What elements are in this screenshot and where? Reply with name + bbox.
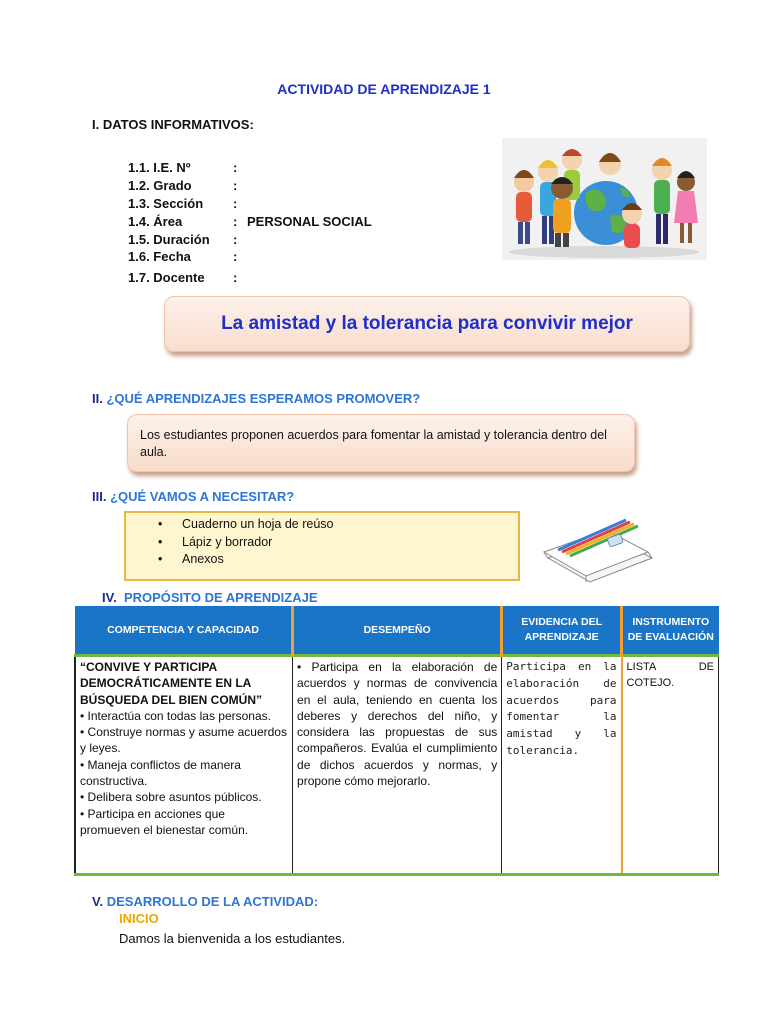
- section-number: III.: [92, 489, 107, 504]
- field-label: 1.6. Fecha: [128, 249, 191, 264]
- capacidad-item: • Construye normas y asume acuerdos y leyes.: [80, 725, 287, 756]
- table-row: [75, 656, 719, 875]
- inicio-subheading: INICIO: [119, 911, 159, 926]
- field-label: 1.7. Docente: [128, 270, 205, 285]
- info-field-fecha: 1.6. Fecha :: [128, 249, 238, 264]
- table-header-row: [75, 606, 719, 656]
- section-5-heading: [92, 894, 318, 909]
- info-field-seccion: 1.3. Sección :: [128, 196, 238, 211]
- field-label: 1.1. I.E. Nº: [128, 160, 191, 175]
- notebook-pencils-illustration: [540, 506, 658, 586]
- field-label: 1.3. Sección: [128, 196, 204, 211]
- column-header: EVIDENCIA DEL APRENDIZAJE: [502, 606, 622, 656]
- list-item: • Cuaderno un hoja de reúso: [182, 516, 518, 534]
- column-header: DESEMPEÑO: [293, 606, 502, 656]
- section-number: V.: [92, 894, 104, 909]
- info-field-grado: 1.2. Grado :: [128, 178, 238, 193]
- info-field-docente: 1.7. Docente :: [128, 270, 238, 285]
- section-title: ¿QUÉ APRENDIZAJES ESPERAMOS PROMOVER?: [106, 391, 421, 406]
- list-item: • Anexos: [182, 551, 518, 569]
- section-2-heading: [92, 391, 420, 406]
- competencia-cell: [75, 656, 293, 875]
- topic-banner: [164, 296, 690, 352]
- field-value: PERSONAL SOCIAL: [247, 214, 372, 229]
- info-field-area: 1.4. Área : PERSONAL SOCIAL: [128, 214, 372, 229]
- learning-goal-box: [127, 414, 635, 472]
- inicio-text: Damos la bienvenida a los estudiantes.: [119, 931, 346, 946]
- column-header: COMPETENCIA Y CAPACIDAD: [75, 606, 293, 656]
- section-title: DESARROLLO DE LA ACTIVIDAD:: [106, 894, 319, 909]
- learning-goal-text: Los estudiantes proponen acuerdos para fomentar la amistad y tolerancia dentro del aula.: [140, 428, 607, 459]
- section-title: ¿QUÉ VAMOS A NECESITAR?: [110, 489, 295, 504]
- capacidad-item: • Participa en acciones que promueven el bienestar común.: [80, 806, 249, 837]
- section-number: IV.: [102, 590, 117, 605]
- document-title: ACTIVIDAD DE APRENDIZAJE 1: [277, 81, 491, 97]
- list-item: • Lápiz y borrador: [182, 534, 518, 552]
- instrumento-cell: LISTA DE COTEJO.: [622, 656, 719, 875]
- section-number: II.: [92, 391, 103, 406]
- materials-list: [126, 516, 518, 569]
- section-1-heading: I. DATOS INFORMATIVOS:: [92, 117, 254, 132]
- children-globe-illustration: [502, 138, 707, 260]
- capacidad-item: • Interactúa con todas las personas.: [80, 708, 271, 723]
- learning-purpose-table: [74, 606, 719, 876]
- evidencia-cell: Participa en la elaboración de acuerdos para fomentar la amistad y la tolerancia.: [502, 656, 622, 875]
- materials-box: [124, 511, 520, 581]
- field-label: 1.2. Grado: [128, 178, 192, 193]
- competencia-title: “CONVIVE Y PARTICIPA DEMOCRÁTICAMENTE EN LA BÚSQUEDA DEL BIEN COMÚN”: [80, 660, 263, 707]
- section-4-heading: [102, 590, 318, 605]
- capacidad-item: • Maneja conflictos de manera constructiva.: [80, 757, 241, 789]
- info-field-duracion: 1.5. Duración :: [128, 232, 238, 247]
- capacidad-item: • Delibera sobre asuntos públicos.: [80, 790, 262, 805]
- field-label: 1.4. Área: [128, 214, 183, 229]
- column-header: INSTRUMENTO DE EVALUACIÓN: [622, 606, 719, 656]
- topic-title: La amistad y la tolerancia para convivir mejor: [221, 313, 633, 334]
- section-title: PROPÓSITO DE APRENDIZAJE: [123, 590, 318, 605]
- info-field-ie: 1.1. I.E. Nº :: [128, 160, 238, 175]
- section-3-heading: [92, 489, 294, 504]
- desempeno-cell: • Participa en la elaboración de acuerdos y normas de convivencia en el aula, teniendo en cuenta los deberes y derechos del niño, y considera las propuestas de sus compañeros. Evalúa el cumplimiento de dichos acuerdos y normas, y propone cómo mejorarlo.: [293, 656, 502, 875]
- field-label: 1.5. Duración: [128, 232, 210, 247]
